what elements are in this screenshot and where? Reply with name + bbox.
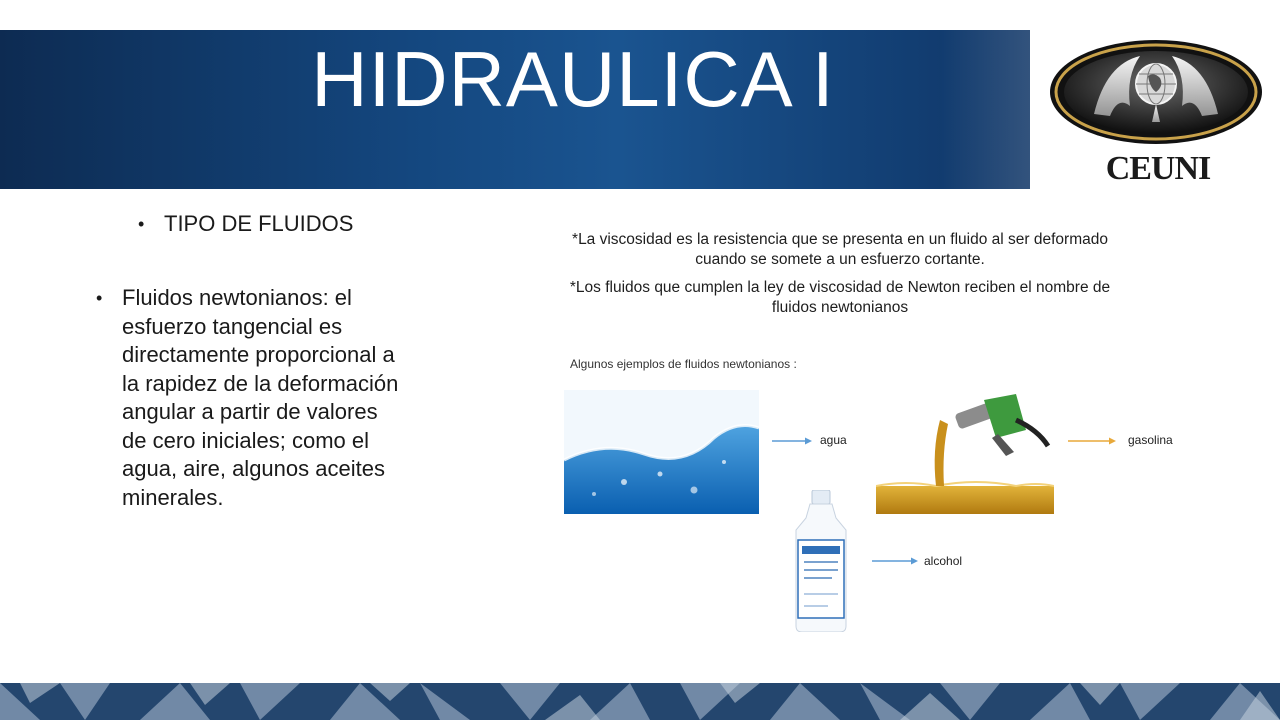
alcohol-bottle-image [792, 490, 850, 632]
bullet-heading [138, 210, 406, 238]
gasoline-image [876, 390, 1054, 514]
logo-text: CEUNI [1105, 150, 1211, 187]
arrow-gasoline-icon [1068, 436, 1116, 446]
bullet-icon: • [138, 214, 145, 234]
footer-band [0, 683, 1280, 720]
arrow-alcohol-icon [872, 556, 918, 566]
section-heading: TIPO DE FLUIDOS [164, 211, 354, 236]
arrow-water-icon [772, 436, 812, 446]
newtonian-fluids-figure [560, 222, 1120, 642]
left-content [96, 200, 406, 512]
newton-law-note: *Los fluidos que cumplen la ley de viscosidad de Newton reciben el nombre de fluidos newtonianos [569, 279, 1111, 316]
examples-label: Algunos ejemplos de fluidos newtonianos : [570, 357, 797, 371]
water-label: agua [820, 433, 847, 447]
slide-title: HIDRAULICA I [311, 35, 835, 123]
logo-emblem [1048, 36, 1268, 148]
footer-triangle-pattern [0, 683, 1280, 720]
water-image [564, 390, 759, 514]
definition-text: Fluidos newtonianos: el esfuerzo tangencial es directamente proporcional a la rapidez de la deformación angular a partir de valores de cero iniciales; como el agua, aire, algunos aceites minerales. [122, 285, 399, 510]
viscosity-note: *La viscosidad es la resistencia que se presenta en un fluido al ser deformado cuando se somete a un esfuerzo cortante. [572, 231, 1108, 268]
ceuni-logo [1048, 36, 1268, 186]
alcohol-label: alcohol [924, 554, 963, 568]
gasoline-label: gasolina [1128, 433, 1173, 447]
bullet-paragraph [96, 284, 406, 512]
bullet-icon: • [96, 288, 103, 308]
